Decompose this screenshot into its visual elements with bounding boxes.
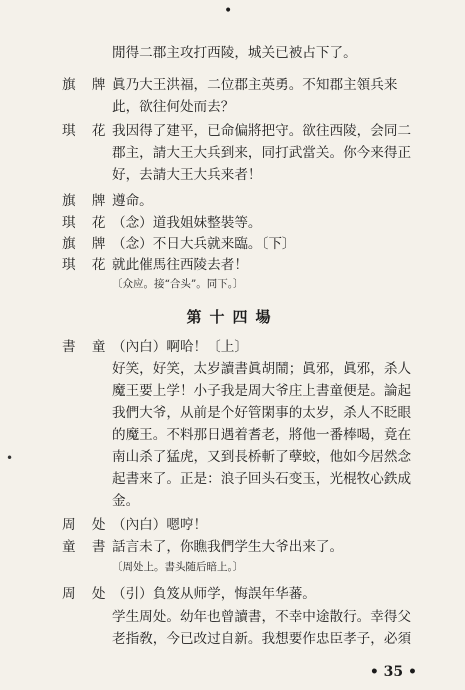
speaker-name: 周 处 [62, 517, 112, 533]
speaker-name: 琪 花 [62, 123, 112, 139]
speaker-name: 周 处 [62, 586, 112, 602]
speaker-name: 旗 牌 [62, 236, 112, 252]
dialogue-text: 学生周处。幼年也曾讀書，不幸中途散行。幸得父 [112, 609, 412, 625]
dialogue-text: 魔王要上学！小子我是周大爷庄上書童便是。論起 [112, 383, 412, 399]
speaker-name: 旗 牌 [62, 77, 112, 93]
dialogue-text: 我因得了建平，已命偏將把守。欲往西陵，会同二 [112, 123, 412, 139]
dialogue-text: （內白）嗯哼！ [112, 517, 208, 533]
dialogue-text: （念）道我姐妹整裝等。 [112, 215, 262, 231]
scene-title: 第十四場 [186, 308, 279, 326]
dialogue-text: 此，欲往何处而去？ [112, 99, 235, 115]
dialogue-text: 南山杀了猛虎，又到長桥斬了孽蛟，他如今居然念 [112, 449, 412, 465]
top-margin-mark: • [224, 3, 233, 19]
dialogue-text: 話言未了，你瞧我們学生大爷出来了。 [112, 539, 344, 555]
stage-direction: 〔周处上。書头随后暗上。〕 [112, 561, 244, 573]
page-number: • 35 • [369, 664, 417, 680]
dialogue-text: （念）不日大兵就来臨。〔下〕 [112, 236, 296, 252]
dialogue-text: 郡主，請大王大兵到来，同打武當关。你今来得正 [112, 145, 412, 161]
left-margin-mark: • [6, 451, 14, 465]
dialogue-text: 老指敎，今已改过自新。我想要作忠臣孝子，必須 [112, 631, 412, 647]
dialogue-text: 閒得二郡主攻打西陵，城关已被占下了。 [112, 45, 357, 61]
dialogue-text: （引）負笈从师学，悔誤年华蕃。 [112, 586, 316, 602]
dialogue-text: （內白）啊哈！〔上〕 [112, 339, 248, 355]
dialogue-text: 的魔王。不料那日遇着耆老，將他一番棒喝，竟在 [112, 427, 412, 443]
speaker-name: 旗 牌 [62, 193, 112, 209]
dialogue-text: 我們大爷，从前是个好管閑事的太岁，杀人不眨眼 [112, 405, 412, 421]
dialogue-text: 眞乃大王洪福，二位郡主英勇。不知郡主領兵来 [112, 77, 398, 93]
speaker-name: 童 書 [62, 539, 112, 555]
speaker-name: 琪 花 [62, 257, 112, 273]
dialogue-text: 好，去請大王大兵来者！ [112, 167, 262, 183]
speaker-name: 琪 花 [62, 215, 112, 231]
dialogue-text: 金。 [112, 493, 140, 509]
dialogue-text: 起書来了。正是：浪子回头石变玉，光棍牧心鉄成 [112, 471, 412, 487]
speaker-name: 書 童 [62, 339, 112, 355]
dialogue-text: 遵命。 [112, 193, 153, 209]
dialogue-text: 好笑，好笑，太岁讀書眞胡鬧；眞邪，眞邪，杀人 [112, 361, 412, 377]
dialogue-text: 就此催馬往西陵去者！ [112, 257, 248, 273]
stage-direction: 〔众应。接“合头”。同下。〕 [112, 278, 244, 290]
